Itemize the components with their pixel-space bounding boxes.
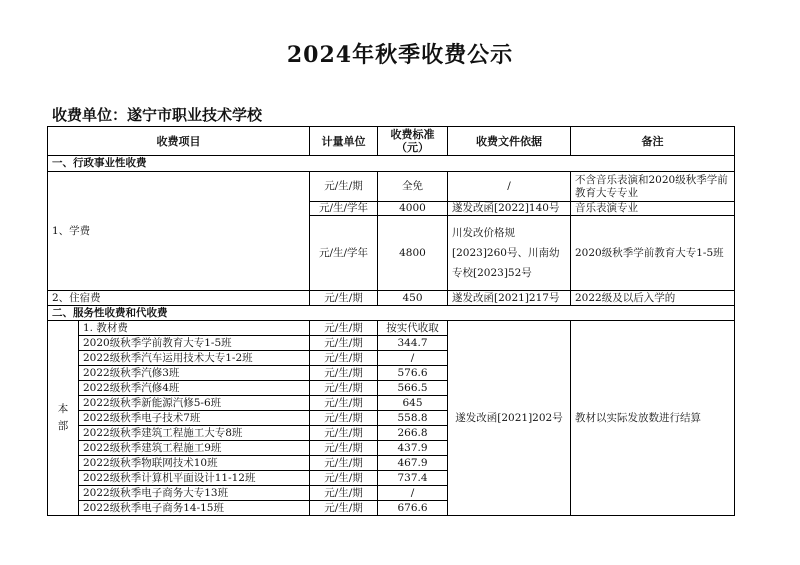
section-admin-fees: 一、行政事业性收费 <box>48 156 735 172</box>
section-service-fees: 二、服务性收费和代收费 <box>48 306 735 321</box>
cell-basis: 遂发改函[2022]140号 <box>448 202 571 216</box>
class-name: 2022级秋季建筑工程施工大专8班 <box>79 426 310 441</box>
cell-unit: 元/生/期 <box>310 291 378 306</box>
benbu-label: 本部 <box>48 321 79 516</box>
cell-remark: 不含音乐表演和2020级秋季学前教育大专专业 <box>571 172 735 202</box>
table-row <box>48 321 735 336</box>
textbook-remark: 教材以实际发放数进行结算 <box>571 321 735 516</box>
table-header-row <box>48 127 735 156</box>
tuition-label: 1、学费 <box>48 172 310 291</box>
cell-standard: 344.7 <box>378 336 448 351</box>
fee-unit-label: 收费单位：遂宁市职业技术学校 <box>52 106 263 124</box>
table-row <box>48 172 735 202</box>
class-name: 2022级秋季新能源汽修5-6班 <box>79 396 310 411</box>
cell-unit: 元/生/学年 <box>310 202 378 216</box>
cell-standard: 558.8 <box>378 411 448 426</box>
class-name: 2022级秋季计算机平面设计11-12班 <box>79 471 310 486</box>
header-remark: 备注 <box>571 127 735 156</box>
cell-unit: 元/生/期 <box>310 351 378 366</box>
cell-unit: 元/生/期 <box>310 456 378 471</box>
cell-standard: 467.9 <box>378 456 448 471</box>
class-name: 2022级秋季电子商务大专13班 <box>79 486 310 501</box>
cell-standard: 266.8 <box>378 426 448 441</box>
cell-standard: 437.9 <box>378 441 448 456</box>
cell-unit: 元/生/期 <box>310 501 378 516</box>
header-item: 收费项目 <box>48 127 310 156</box>
page-title: 2024年秋季收费公示 <box>286 42 514 68</box>
cell-unit: 元/生/期 <box>310 321 378 336</box>
header-standard: 收费标准（元） <box>378 127 448 156</box>
class-name: 2022级秋季建筑工程施工9班 <box>79 441 310 456</box>
header-unit: 计量单位 <box>310 127 378 156</box>
table-row <box>48 291 735 306</box>
cell-unit: 元/生/期 <box>310 366 378 381</box>
class-name: 2020级秋季学前教育大专1-5班 <box>79 336 310 351</box>
cell-remark: 2020级秋季学前教育大专1-5班 <box>571 216 735 291</box>
cell-unit: 元/生/期 <box>310 396 378 411</box>
class-name: 2022级秋季汽修4班 <box>79 381 310 396</box>
cell-remark: 2022级及以后入学的 <box>571 291 735 306</box>
cell-unit: 元/生/期 <box>310 336 378 351</box>
cell-standard: 576.6 <box>378 366 448 381</box>
cell-basis: / <box>448 172 571 202</box>
cell-standard: / <box>378 351 448 366</box>
cell-standard: 全免 <box>378 172 448 202</box>
cell-unit: 元/生/学年 <box>310 216 378 291</box>
cell-standard: 4000 <box>378 202 448 216</box>
section-row <box>48 156 735 172</box>
cell-basis: 遂发改函[2021]217号 <box>448 291 571 306</box>
cell-standard: 4800 <box>378 216 448 291</box>
header-basis: 收费文件依据 <box>448 127 571 156</box>
cell-standard: 450 <box>378 291 448 306</box>
cell-unit: 元/生/期 <box>310 411 378 426</box>
cell-unit: 元/生/期 <box>310 172 378 202</box>
cell-standard: 645 <box>378 396 448 411</box>
cell-unit: 元/生/期 <box>310 471 378 486</box>
cell-basis: 川发改价格规[2023]260号、川南幼专校[2023]52号 <box>448 216 571 291</box>
dorm-label: 2、住宿费 <box>48 291 310 306</box>
cell-standard: 676.6 <box>378 501 448 516</box>
cell-unit: 元/生/期 <box>310 381 378 396</box>
class-name: 2022级秋季电子技术7班 <box>79 411 310 426</box>
class-name: 2022级秋季汽修3班 <box>79 366 310 381</box>
cell-remark: 音乐表演专业 <box>571 202 735 216</box>
cell-standard: / <box>378 486 448 501</box>
fee-table <box>47 126 735 516</box>
class-name: 2022级秋季物联网技术10班 <box>79 456 310 471</box>
cell-unit: 元/生/期 <box>310 441 378 456</box>
cell-standard: 按实代收取 <box>378 321 448 336</box>
cell-unit: 元/生/期 <box>310 426 378 441</box>
cell-standard: 737.4 <box>378 471 448 486</box>
textbook-label: 1. 教材费 <box>79 321 310 336</box>
cell-standard: 566.5 <box>378 381 448 396</box>
textbook-basis: 遂发改函[2021]202号 <box>448 321 571 516</box>
class-name: 2022级秋季汽车运用技术大专1-2班 <box>79 351 310 366</box>
cell-unit: 元/生/期 <box>310 486 378 501</box>
class-name: 2022级秋季电子商务14-15班 <box>79 501 310 516</box>
section-row <box>48 306 735 321</box>
